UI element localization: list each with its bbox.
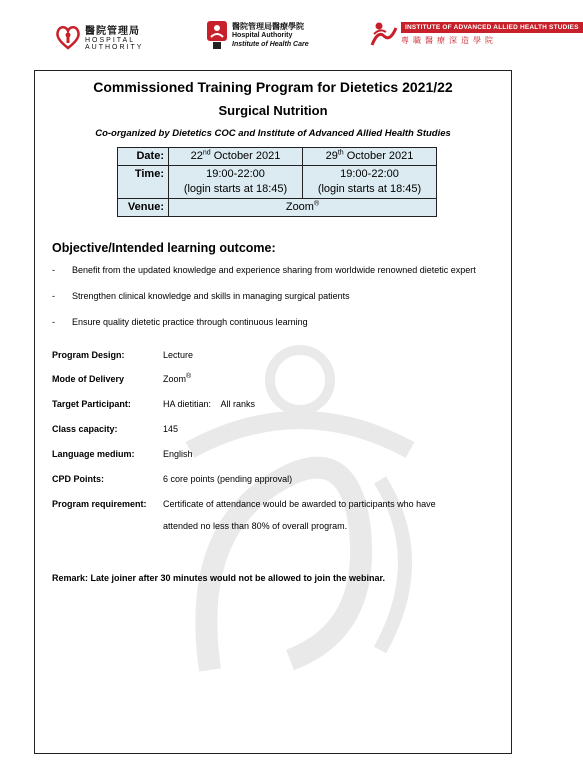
- cpd-points-label: CPD Points:: [52, 474, 105, 484]
- program-requirement-label: Program requirement:: [52, 499, 147, 509]
- time-label: Time:: [118, 166, 169, 199]
- ha-logo-zh: 醫院管理局: [85, 26, 140, 37]
- class-capacity-label: Class capacity:: [52, 424, 118, 434]
- session1-time: 19:00-22:00 (login starts at 18:45): [169, 166, 303, 199]
- target-participant-row: [52, 399, 502, 409]
- session1-date: 22nd October 2021: [169, 148, 303, 166]
- schedule-table: [117, 147, 437, 217]
- date-row: [118, 148, 437, 166]
- language-medium-value: English: [163, 449, 193, 459]
- language-medium-row: [52, 449, 502, 459]
- time-row: [118, 166, 437, 199]
- institute-of-health-care-logo: [206, 20, 309, 50]
- list-item: - Ensure quality dietetic practice through continuous learning: [52, 317, 308, 327]
- venue-label: Venue:: [118, 199, 169, 217]
- cpd-points-value: 6 core points (pending approval): [163, 474, 293, 484]
- course-subtitle: Surgical Nutrition: [218, 103, 328, 118]
- ha-emblem-icon: [55, 24, 81, 50]
- language-medium-label: Language medium:: [52, 449, 135, 459]
- program-requirement-value: Certificate of attendance would be awarded to participants who have attended no less than 80% of overall program.: [163, 499, 436, 531]
- session2-date: 29th October 2021: [303, 148, 437, 166]
- program-requirement-row: [52, 499, 502, 531]
- target-participant-label: Target Participant:: [52, 399, 131, 409]
- iaahs-logo-en: INSTITUTE OF ADVANCED ALLIED HEALTH STUDIES: [401, 22, 583, 33]
- iaahs-emblem-icon: [370, 20, 398, 48]
- venue-value: Zoom®: [169, 199, 437, 217]
- ha-logo-en1: HOSPITAL: [85, 37, 136, 44]
- ihc-logo-zh: 醫院管理局醫療學院: [232, 20, 304, 31]
- target-participant-value: HA dietitian: All ranks: [163, 399, 256, 409]
- program-design-value: Lecture: [163, 350, 194, 360]
- ihc-emblem-icon: [206, 20, 228, 50]
- class-capacity-row: [52, 424, 502, 434]
- program-design-row: [52, 350, 502, 360]
- list-item: - Strengthen clinical knowledge and skills in managing surgical patients: [52, 291, 350, 301]
- objectives-heading: Objective/Intended learning outcome:: [52, 241, 276, 255]
- hospital-authority-logo: [55, 22, 143, 51]
- list-item: - Benefit from the updated knowledge and experience sharing from worldwide renowned dietetic expert: [52, 265, 476, 275]
- class-capacity-value: 145: [163, 424, 179, 434]
- remark-note: Remark: Late joiner after 30 minutes would not be allowed to join the webinar.: [52, 573, 386, 583]
- mode-of-delivery-value: Zoom®: [163, 373, 192, 384]
- coorganizer-line: Co-organized by Dietetics COC and Institute of Advanced Allied Health Studies: [95, 128, 451, 139]
- page-title: Commissioned Training Program for Dietetics 2021/22: [93, 79, 453, 95]
- ha-logo-en2: AUTHORITY: [85, 44, 144, 51]
- iaahs-logo-zh: 專職醫療深造學院: [401, 36, 497, 45]
- iaahs-logo: [370, 20, 583, 48]
- cpd-points-row: [52, 474, 502, 484]
- program-design-label: Program Design:: [52, 350, 125, 360]
- objectives-list: [52, 263, 492, 341]
- session2-time: 19:00-22:00 (login starts at 18:45): [303, 166, 437, 199]
- ihc-logo-en2: Institute of Health Care: [232, 40, 309, 48]
- mode-of-delivery-row: [52, 374, 502, 384]
- mode-of-delivery-label: Mode of Delivery: [52, 374, 125, 384]
- venue-row: [118, 199, 437, 217]
- ihc-logo-en1: Hospital Authority: [232, 31, 293, 39]
- date-label: Date:: [118, 148, 169, 166]
